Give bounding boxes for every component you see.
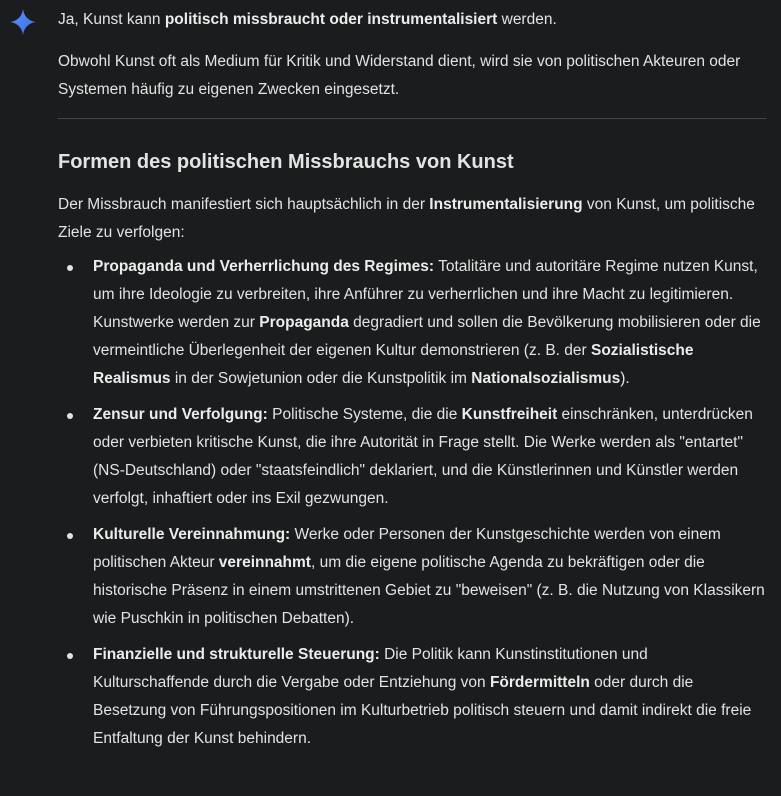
response-body [58, 6, 768, 761]
gemini-spark-icon [10, 9, 36, 35]
list-item: Finanzielle und strukturelle Steuerung: Die Politik kann Kunstinstitutionen und Kulturschaffende durch die Vergabe oder Entziehung von Fördermitteln oder durch die Besetzung von Führungspositionen im Kulturbetrieb politisch steuern und damit indirekt die freie Entfaltung der Kunst behindern. [58, 641, 768, 753]
response-answer: Ja, Kunst kann politisch missbraucht oder instrumentalisiert werden. [58, 11, 557, 28]
section-intro: Der Missbrauch manifestiert sich hauptsächlich in der Instrumentalisierung von Kunst, um politische Ziele zu verfolgen: [58, 196, 755, 241]
list-item: Kulturelle Vereinnahmung: Werke oder Personen der Kunstgeschichte werden von einem politischen Akteur vereinnahmt, um die eigene politische Agenda zu bekräftigen oder die historische Präsenz in einem umstrittenen Gebiet zu "beweisen" (z. B. die Nutzung von Klassikern wie Puschkin in politischen Debatten). [58, 521, 768, 633]
bullet-list [58, 253, 768, 753]
list-item: Zensur und Verfolgung: Politische Systeme, die die Kunstfreiheit einschränken, unterdrücken oder verbieten kritische Kunst, die ihre Autorität in Frage stellt. Die Werke werden als "entartet" (NS-Deutschland) oder "staatsfeindlich" deklariert, und die Künstlerinnen und Künstler werden verfolgt, inhaftiert oder ins Exil gezwungen. [58, 401, 768, 513]
divider [58, 118, 766, 119]
section-heading: Formen des politischen Missbrauchs von Kunst [58, 151, 514, 173]
response-paragraph: Obwohl Kunst oft als Medium für Kritik und Widerstand dient, wird sie von politischen Akteuren oder Systemen häufig zu eigenen Zwecken eingesetzt. [58, 53, 741, 98]
list-item: Propaganda und Verherrlichung des Regimes: Totalitäre und autoritäre Regime nutzen Kunst, um ihre Ideologie zu verbreiten, ihre Anführer zu verherrlichen und ihre Macht zu legitimieren. Kunstwerke werden zur Propaganda degradiert und sollen die Bevölkerung mobilisieren oder die vermeintliche Überlegenheit der eigenen Kultur demonstrieren (z. B. der Sozialistische Realismus in der Sowjetunion oder die Kunstpolitik im Nationalsozialismus). [58, 253, 768, 393]
